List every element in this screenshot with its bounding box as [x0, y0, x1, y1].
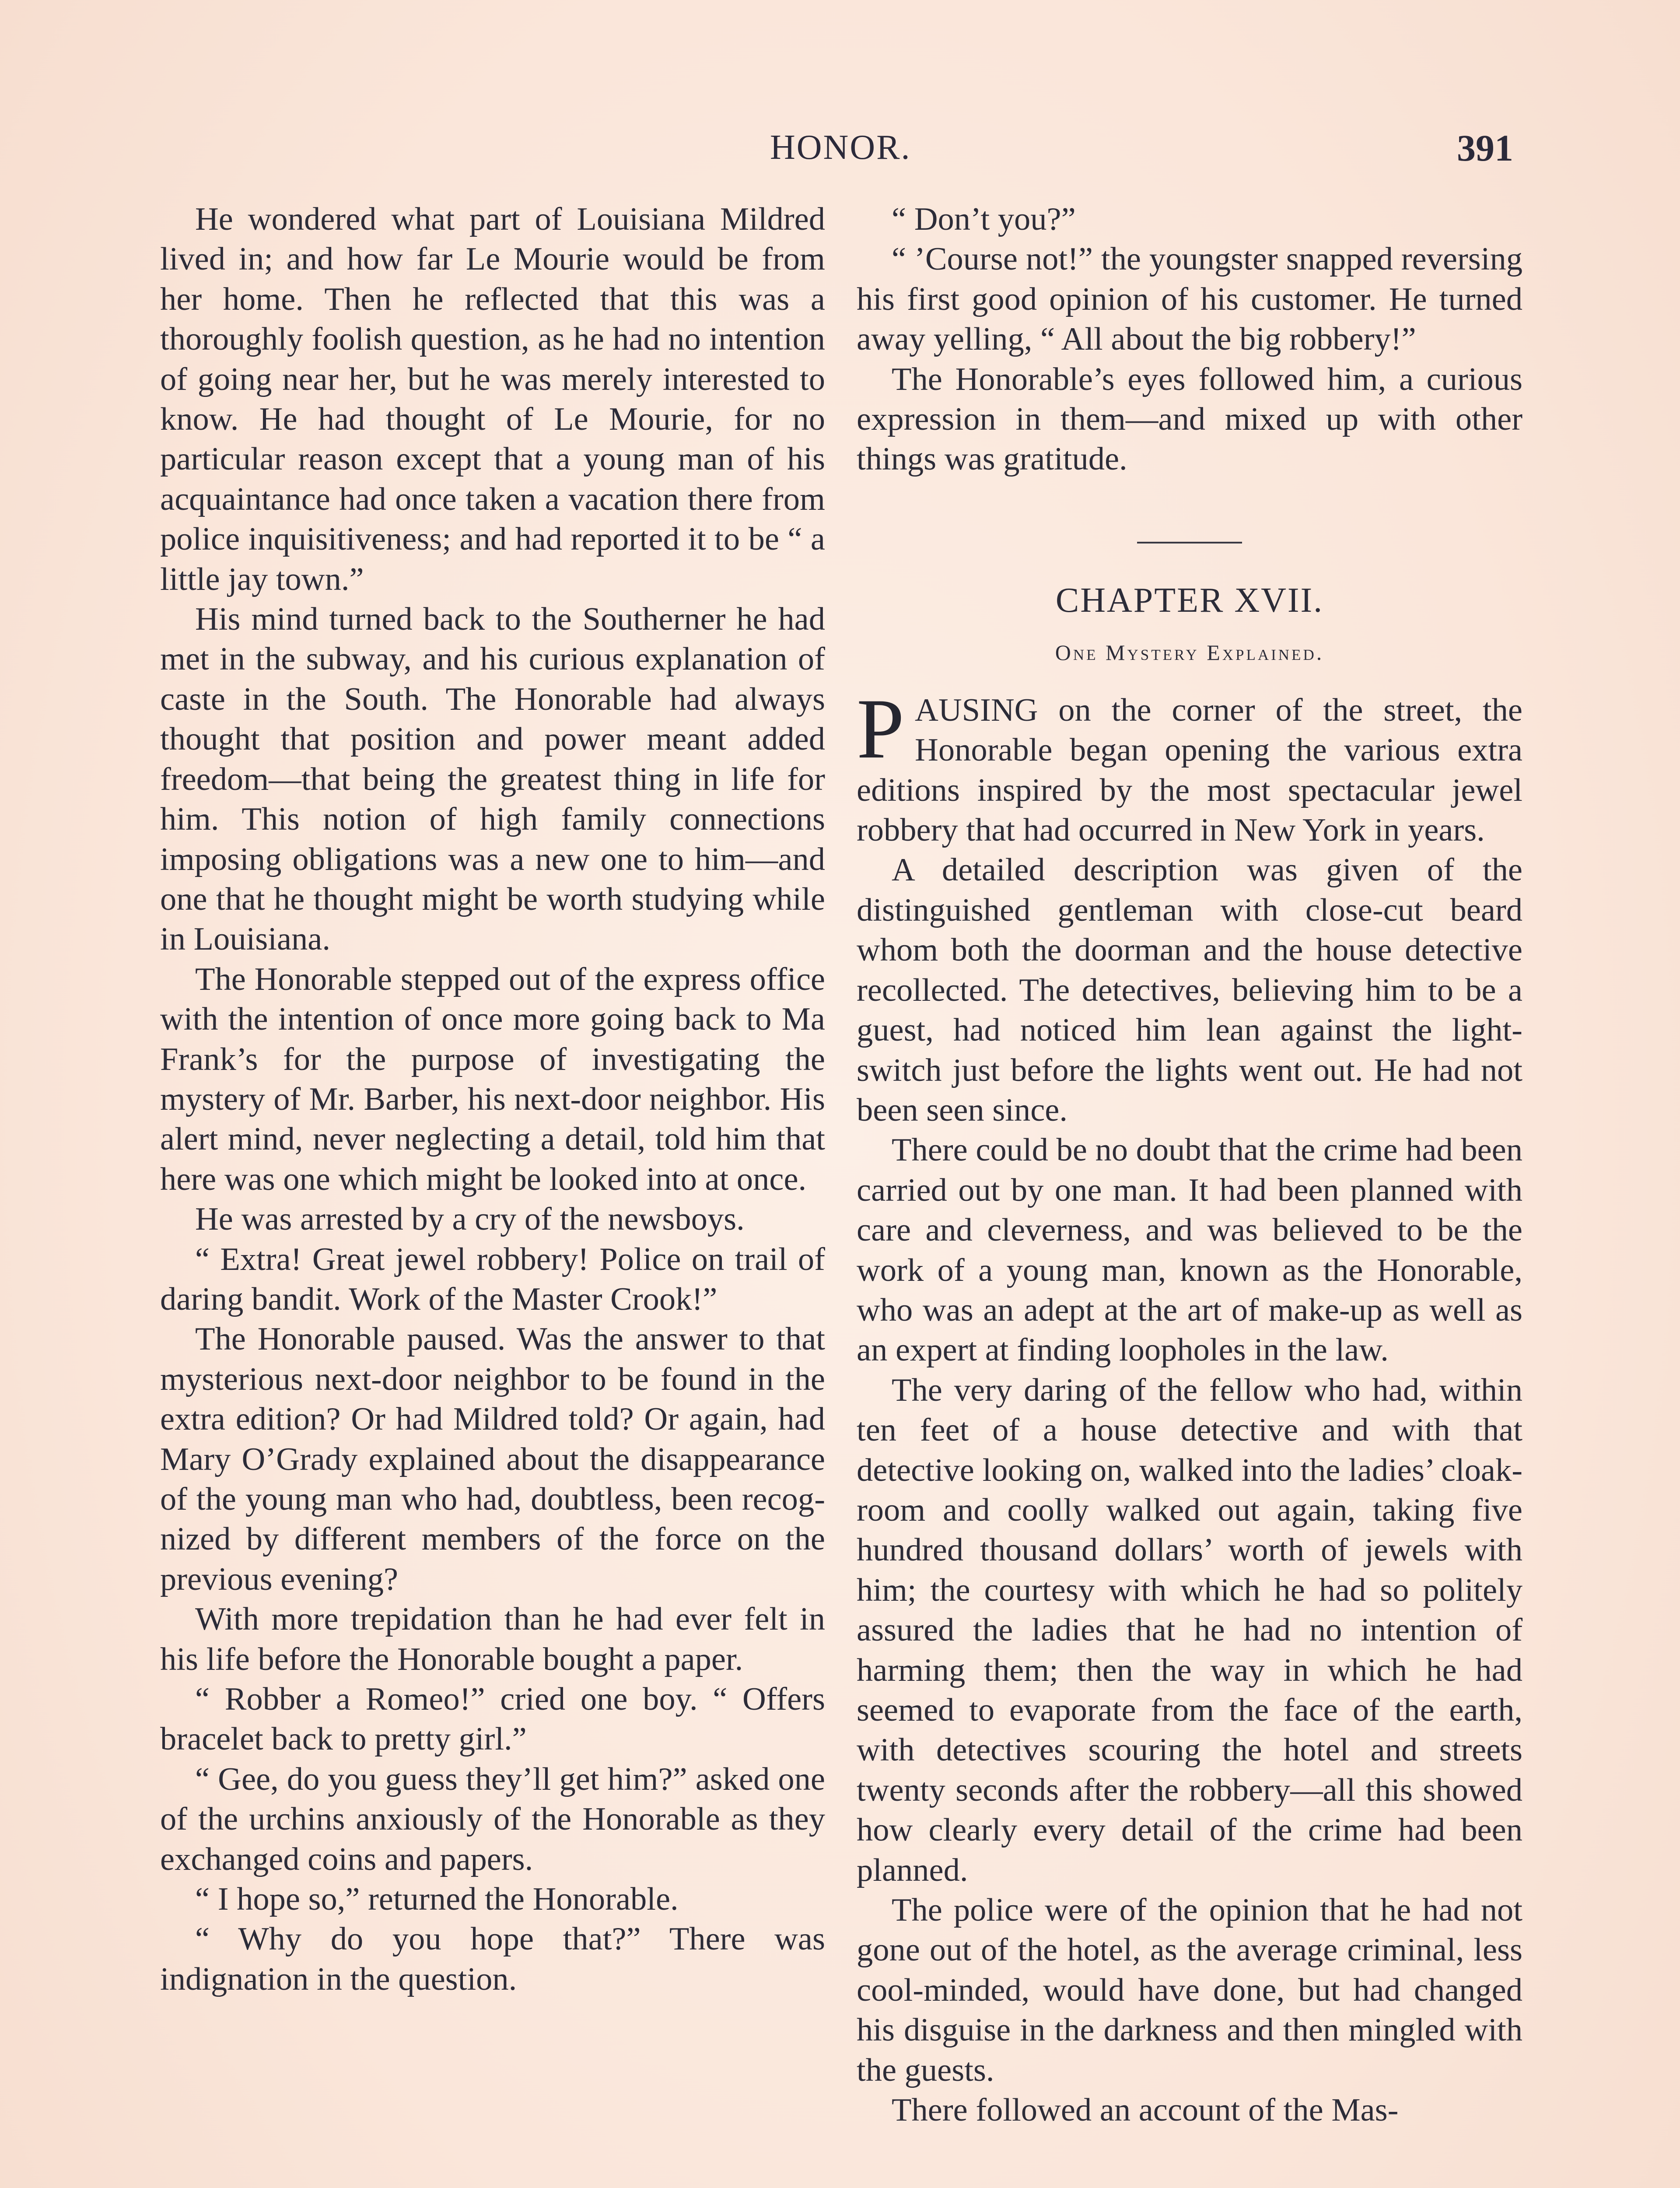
paragraph: “ Don’t you?” — [892, 201, 1076, 237]
opening-paragraph — [857, 681, 1522, 851]
paragraph: “ Gee, do you guess they’ll get him?” asked one of the urchins anxiously of the Honorable as they exchanged coins and papers. — [160, 1761, 825, 1877]
paragraph: His mind turned back to the Southerner he had met in the subway, and his curious explanation of caste in the South. The Honorable had always thought that position and power meant added freedom—that being the greatest thing in life for him. This notion of high family connections imposing obligations was a new one to him—and one that he thought might be worth studying while in Louisiana. — [160, 601, 825, 957]
paragraph: He wondered what part of Louisiana Mildred lived in; and how far Le Mourie would be from her home. Then he reflected that this was a thoroughly foolish question, as he had no intention of going near her, but he was merely interested to know. He had thought of Le Mourie, for no particular reason except that a young man of his acquaintance had once taken a vacation there from police inquisitiveness; and had reported it to be “ a little jay town.” — [160, 201, 825, 597]
paragraph: “ I hope so,” returned the Honorable. — [195, 1881, 679, 1918]
paragraph: “ ’Course not!” the youngster snapped reversing his first good opinion of his customer. He turned away yelling, “ All about the big robbery!” — [857, 241, 1522, 358]
paragraph: “ Robber a Romeo!” cried one boy. “ Offers bracelet back to pretty girl.” — [160, 1681, 825, 1757]
left-column — [160, 200, 825, 1999]
paragraph: “ Why do you hope that?” There was indignation in the question. — [160, 1921, 825, 1997]
running-head — [0, 128, 1680, 176]
right-column — [857, 200, 1522, 2130]
drop-cap: P — [857, 681, 905, 776]
paragraph: The very daring of the fellow who had, within ten feet of a house detective and with that detective looking on, walked into the ladies’ cloak-room and coolly walked out again, taking five hundred thousand dollars’ worth of jewels with him; the courtesy with which he had so politely assured the ladies that he had no intention of harming them; then the way in which he had seemed to evaporate from the face of the earth, with detectives scouring the hotel and streets twenty seconds after the robbery—all this showed how clearly every detail of the crime had been planned. — [857, 1372, 1522, 1888]
paragraph: The Honorable stepped out of the express office with the intention of once more going back to Ma Frank’s for the purpose of investigating the mystery of Mr. Barber, his next-door neighbor. His alert mind, never neglecting a detail, told him that here was one which might be looked into at once. — [160, 961, 825, 1197]
chapter-subtitle-text: One Mystery Explained. — [1055, 640, 1324, 665]
paragraph: A detailed description was given of the distinguished gentleman with close-cut beard whom both the doorman and the house detective recollected. The detectives, believing him to be a guest, had noticed him lean against the light-switch just before the lights went out. He had not been seen since. — [857, 852, 1522, 1128]
section-divider — [1137, 542, 1242, 543]
paragraph: The police were of the opinion that he had not gone out of the hotel, as the average criminal, less cool-minded, would have done, but had changed his disguise in the darkness and then mingled with the guests. — [857, 1892, 1522, 2088]
paragraph: With more trepidation than he had ever felt in his life before the Honorable bought a paper. — [160, 1601, 825, 1677]
chapter-title: CHAPTER XVII. — [1055, 581, 1324, 620]
paragraph: The Honorable’s eyes followed him, a curious expression in them—and mixed up with other things was gratitude. — [857, 361, 1522, 477]
paragraph: There could be no doubt that the crime had been carried out by one man. It had been planned with care and cleverness, and was believed to be the work of a young man, known as the Honorable, who was an adept at the art of make-up as well as an expert at finding loopholes in the law. — [857, 1132, 1522, 1368]
paragraph: “ Extra! Great jewel robbery! Police on trail of daring bandit. Work of the Master Crook!” — [160, 1241, 825, 1317]
page-number: 391 — [1457, 127, 1513, 169]
opening-paragraph-text: AUSING on the corner of the street, the Honorable began opening the various extra editions inspired by the most spectacular jewel robbery that had occurred in New York in years. — [857, 692, 1522, 849]
paragraph: There followed an account of the Mas- — [892, 2092, 1399, 2128]
paragraph: He was arrested by a cry of the newsboys. — [195, 1201, 745, 1238]
running-title: HONOR. — [770, 128, 911, 167]
chapter-subtitle — [857, 637, 1522, 668]
paragraph: The Honorable paused. Was the answer to that mysterious next-door neighbor to be found in the extra edition? Or had Mildred told? Or again, had Mary O’Grady explained about the disappearance of the young man who had, doubtless, been recognized by different members of the force on the previous evening? — [160, 1321, 825, 1597]
